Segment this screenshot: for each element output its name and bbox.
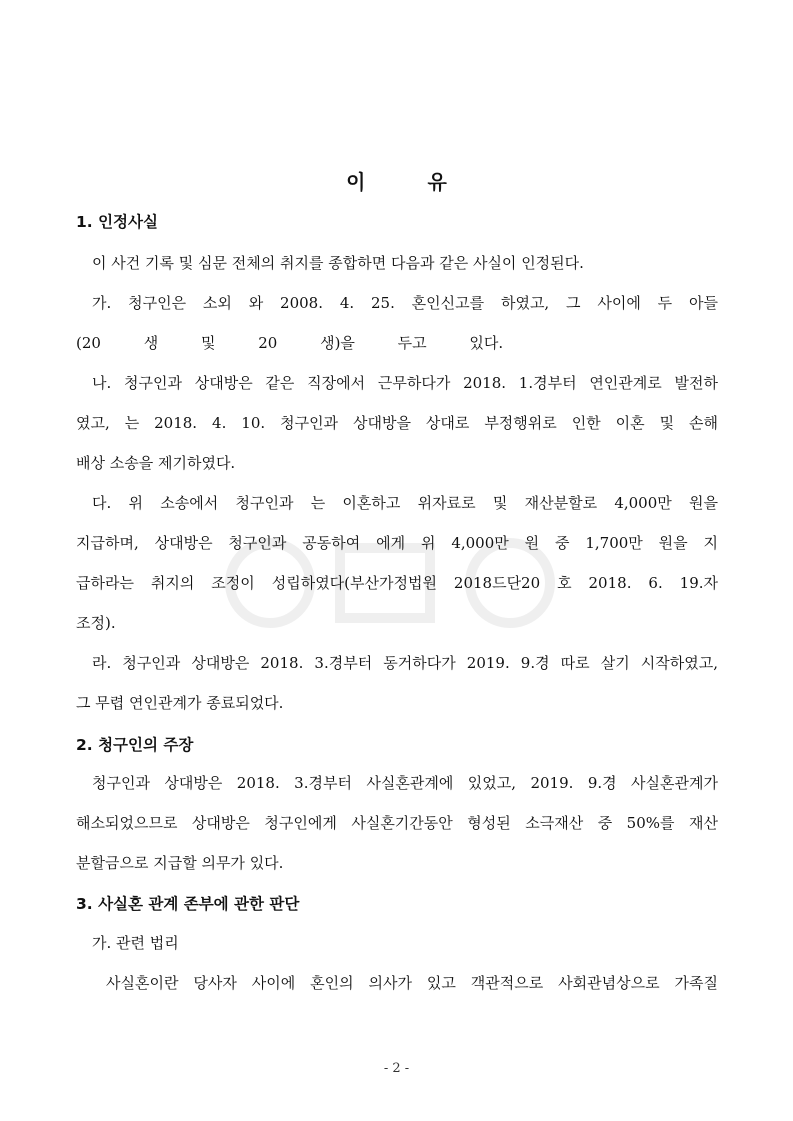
paragraph-line: 가. 관련 법리 (92, 934, 179, 952)
title-char-left: 이 (346, 170, 366, 194)
paragraph-line: 조정). (76, 614, 116, 632)
section-heading-facts: 1. 인정사실 (76, 213, 158, 231)
paragraph-line: 그 무렵 연인관계가 종료되었다. (76, 694, 284, 712)
paragraph-line: 지급하며, 상대방은 청구인과 공동하여 에게 위 4,000만 원 중 1,700만 원을 지 (76, 534, 718, 552)
paragraph-line: 나. 청구인과 상대방은 같은 직장에서 근무하다가 2018. 1.경부터 연인관계로 발전하 (92, 374, 718, 392)
paragraph-line: 배상 소송을 제기하였다. (76, 454, 236, 472)
paragraph-line: (20 생 및 20 생)을 두고 있다. (76, 334, 504, 352)
paragraph-line: 였고, 는 2018. 4. 10. 청구인과 상대방을 상대로 부정행위로 인한 이혼 및 손해 (76, 414, 718, 432)
section-heading-claim: 2. 청구인의 주장 (76, 736, 194, 754)
paragraph-line: 사실혼이란 당사자 사이에 혼인의 의사가 있고 객관적으로 사회관념상으로 가족질 (106, 974, 718, 992)
page-number: - 2 - (383, 1061, 410, 1076)
paragraph-line: 가. 청구인은 소외 와 2008. 4. 25. 혼인신고를 하였고, 그 사이에 두 아들 (92, 294, 718, 312)
paragraph-line: 이 사건 기록 및 심문 전체의 취지를 종합하면 다음과 같은 사실이 인정된다. (92, 254, 584, 272)
paragraph-line: 라. 청구인과 상대방은 2018. 3.경부터 동거하다가 2019. 9.경 따로 살기 시작하였고, (92, 654, 718, 672)
document-title (0, 166, 793, 195)
paragraph-line: 다. 위 소송에서 청구인과 는 이혼하고 위자료로 및 재산분할로 4,000만 원을 (92, 494, 718, 512)
paragraph-line: 급하라는 취지의 조정이 성립하였다(부산가정법원 2018드단20 호 2018. 6. 19.자 (76, 574, 718, 592)
title-char-right: 유 (427, 170, 447, 194)
paragraph-line: 분할금으로 지급할 의무가 있다. (76, 854, 284, 872)
paragraph-line: 청구인과 상대방은 2018. 3.경부터 사실혼관계에 있었고, 2019. 9.경 사실혼관계가 (92, 774, 718, 792)
section-heading-judgment: 3. 사실혼 관계 존부에 관한 판단 (76, 895, 300, 913)
paragraph-line: 해소되었으므로 상대방은 청구인에게 사실혼기간동안 형성된 소극재산 중 50%를 재산 (76, 814, 718, 832)
